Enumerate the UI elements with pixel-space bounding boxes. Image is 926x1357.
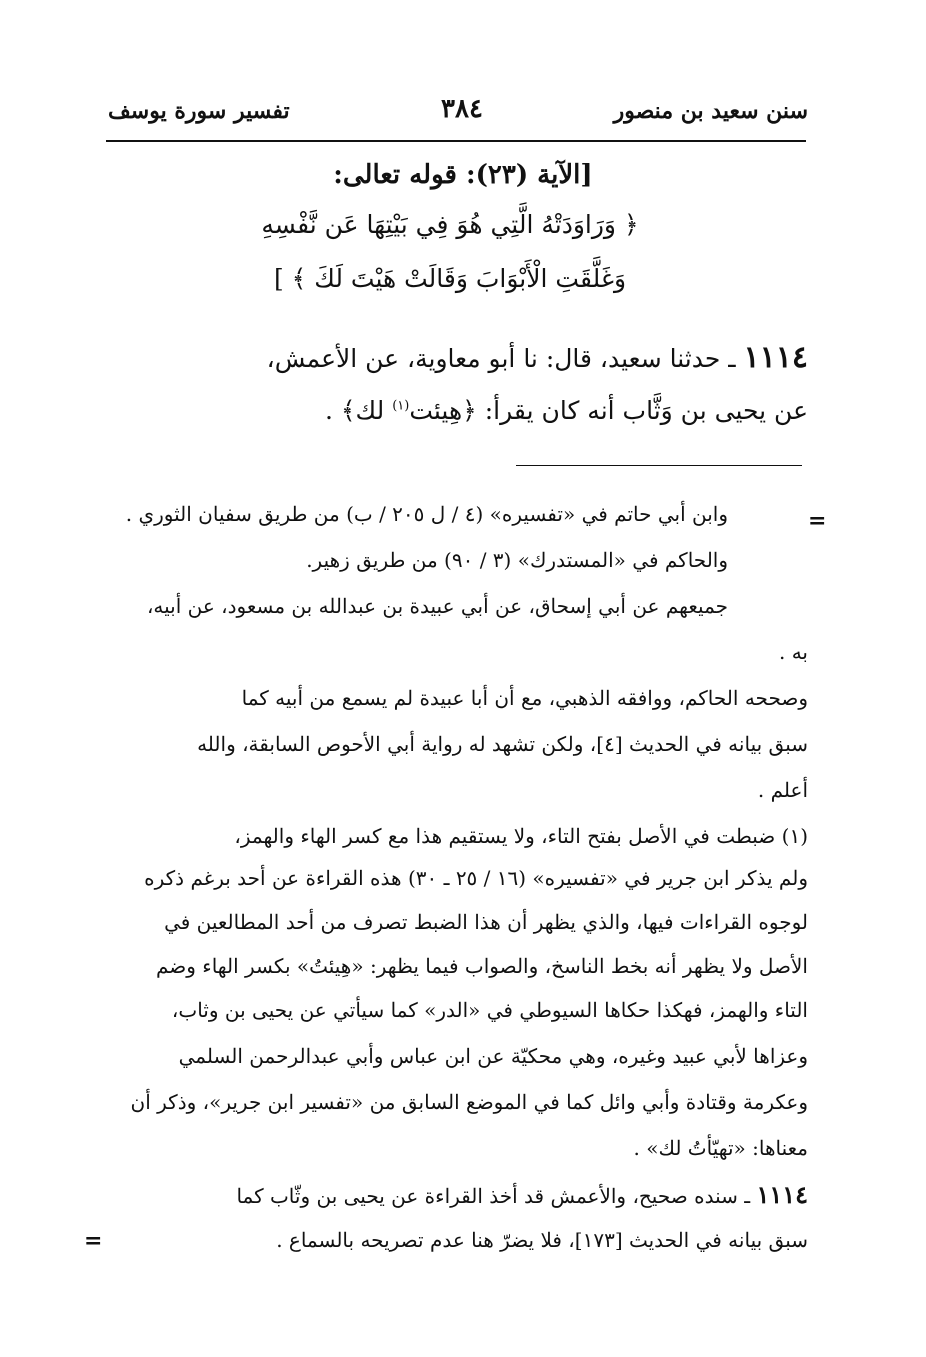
footnote-1-line: التاء والهمز، فهكذا حكاها السيوطي في «الدر» كما سيأتي عن يحيى بن وثاب، (171, 998, 808, 1022)
footnote-1-line: لوجوه القراءات فيها، والذي يظهر أن هذا الضبط تصرف من أحد المطالعين في (164, 910, 808, 934)
footnote-line: به . (778, 640, 808, 664)
footnote-line: أعلم . (757, 778, 808, 802)
footnote-1-line: الأصل ولا يظهر أنه بخط الناسخ، والصواب فيما يظهر: «هِيئتُ» بكسر الهاء وضم (155, 954, 808, 978)
hadith-line-1-text: ـ حدثنا سعيد، قال: نا أبو معاوية، عن الأعمش، (266, 344, 744, 373)
footnote-1-line: وعزاها لأبي عبيد وغيره، وهي محكيّة عن ابن عباس وأبي عبدالرحمن السلمي (178, 1044, 808, 1068)
note-hadith-text: ـ سنده صحيح، والأعمش قد أخذ القراءة عن يحيى بن وثّاب كما (236, 1184, 757, 1208)
footnote-line: وصححه الحاكم، ووافقه الذهبي، مع أن أبا عبيدة لم يسمع من أبيه كما (241, 686, 808, 710)
footnote-line: وابن أبي حاتم في «تفسيره» (٤ / ل ٢٠٥ / ب) من طريق سفيان الثوري . (125, 502, 728, 526)
carry-over-mark: = (808, 508, 827, 534)
hadith-line-2-end: لك﴾ . (325, 396, 393, 425)
header-rule (106, 140, 806, 142)
footnote-1-line: معناها: «تهيّأتُ لك» . (633, 1136, 808, 1160)
hadith-number: ١١١٤ (743, 340, 808, 375)
footnote-1-line: وعكرمة وقتادة وأبي وائل كما في الموضع السابق من «تفسير ابن جرير»، وذكر أن (130, 1090, 808, 1114)
hadith-line-2 (325, 396, 808, 425)
footnote-1-line: ولم يذكر ابن جرير في «تفسيره» (١٦ / ٢٥ ـ ٣٠) هذه القراءة عن أحد برغم ذكره (144, 866, 808, 890)
note-hadith-line-1 (236, 1180, 808, 1209)
book-title: سنن سعيد بن منصور (613, 98, 808, 124)
footnote-line: سبق بيانه في الحديث [٤]، ولكن تشهد له رواية أبي الأحوص السابقة، والله (197, 732, 808, 756)
footnote-1-line: (١) ضبطت في الأصل بفتح التاء، ولا يستقيم هذا مع كسر الهاء والهمز، (234, 824, 808, 848)
verse-heading: [الآية (٢٣): قوله تعالى: (333, 160, 593, 190)
continuation-mark: = (84, 1228, 103, 1254)
note-hadith-number: ١١١٤ (756, 1180, 808, 1209)
footnote-separator (516, 465, 802, 466)
page-number: ٣٨٤ (441, 94, 483, 124)
note-hadith-line-2: سبق بيانه في الحديث [١٧٣]، فلا يضرّ هنا عدم تصريحه بالسماع . (276, 1228, 808, 1252)
footnote-line: جميعهم عن أبي إسحاق، عن أبي عبيدة بن عبدالله بن مسعود، عن أبيه، (146, 594, 728, 618)
hadith-line-2-start: عن يحيى بن وَثَّاب أنه كان يقرأ: ﴿هِيئت (409, 396, 808, 425)
hadith-line-1 (267, 340, 808, 375)
footnote-line: والحاكم في «المستدرك» (٣ / ٩٠) من طريق زهير. (306, 548, 728, 572)
quran-line-2: وَغَلَّقَتِ الْأَبْوَابَ وَقَالَتْ هَيْتَ لَكَ ﴾ ] (273, 264, 627, 293)
section-title: تفسير سورة يوسف (108, 98, 290, 124)
quran-line-1: ﴿ وَرَاوَدَتْهُ الَّتِي هُوَ فِي بَيْتِهَا عَن نَّفْسِهِ (261, 210, 639, 239)
footnote-reference: (١) (392, 398, 410, 414)
